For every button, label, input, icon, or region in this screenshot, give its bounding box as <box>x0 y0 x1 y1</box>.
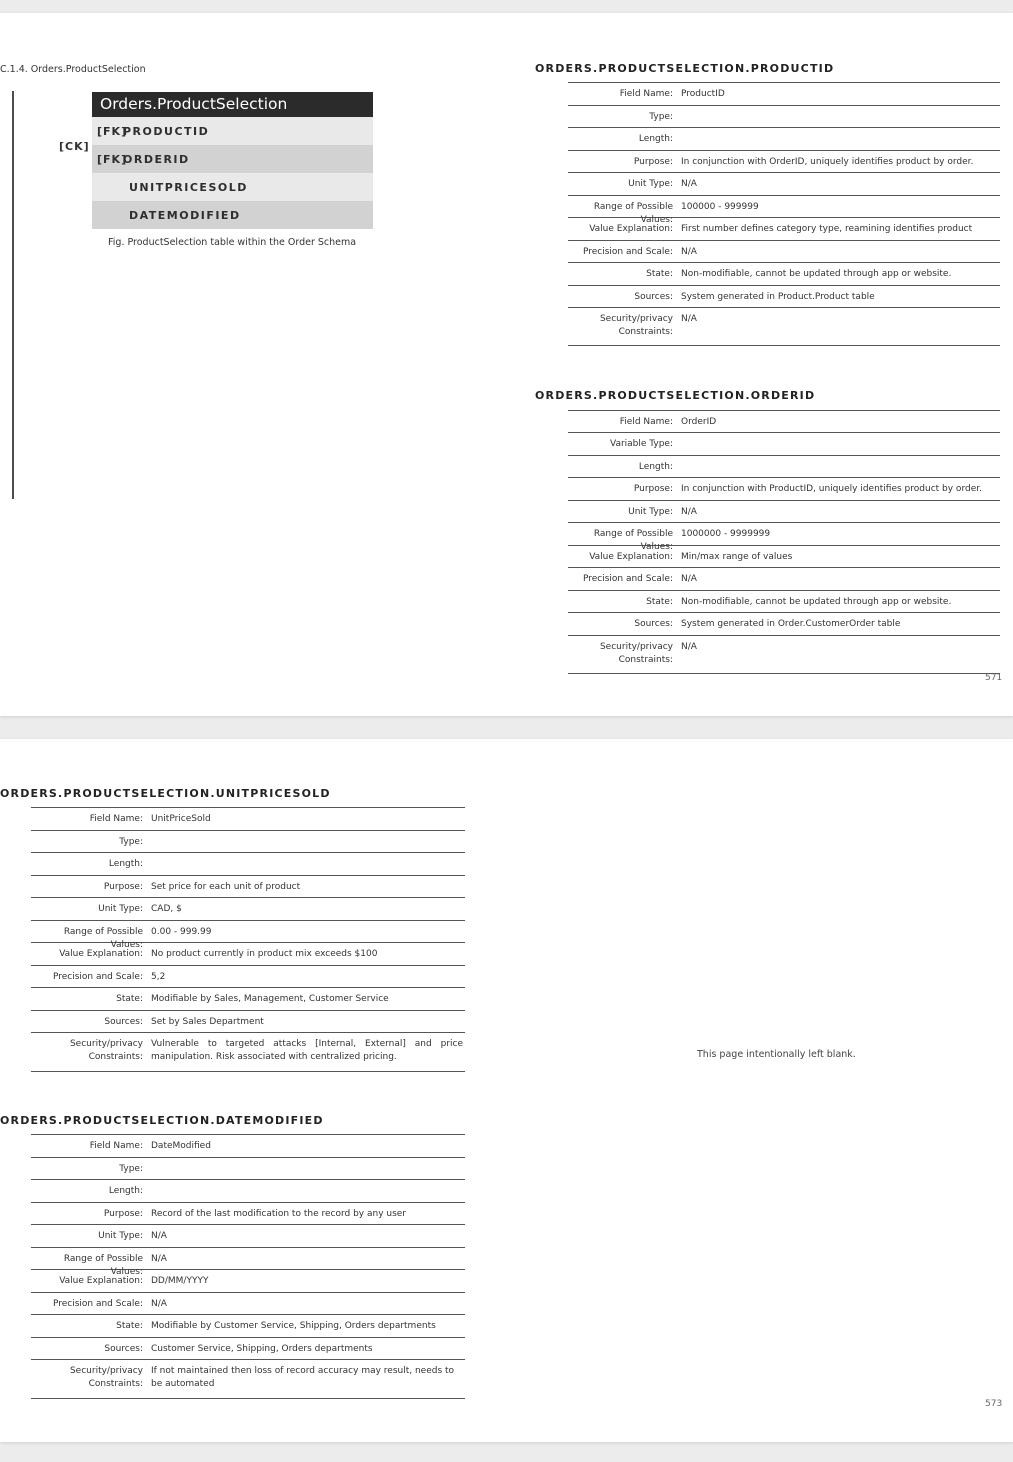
field-label-text: State: <box>116 994 143 1004</box>
field-label-text: Field Name: <box>89 814 143 824</box>
field-row <box>31 852 465 875</box>
field-label <box>568 133 681 150</box>
field-label <box>568 111 681 127</box>
field-row <box>568 240 1000 262</box>
field-label <box>31 1365 151 1398</box>
field-block-unitpricesold <box>0 786 331 802</box>
field-value <box>681 438 1000 455</box>
field-label <box>568 291 681 307</box>
field-label-text: Unit Type: <box>628 507 673 517</box>
foreign-key-tag: [FK] <box>97 152 128 166</box>
field-value <box>681 111 1000 127</box>
field-label-text: Sources: <box>104 1017 143 1027</box>
field-label <box>31 813 151 830</box>
field-label-text: Type: <box>649 112 673 122</box>
field-table-unitpricesold <box>31 807 465 1072</box>
field-row <box>31 1032 465 1072</box>
field-label <box>31 1343 151 1359</box>
field-label-text: Type: <box>119 1164 143 1174</box>
field-label <box>568 178 681 195</box>
field-label-text: Security/privacy <box>599 314 673 324</box>
field-label-text: Type: <box>119 837 143 847</box>
field-row <box>31 1292 465 1314</box>
field-label <box>31 903 151 920</box>
field-label <box>31 1298 151 1314</box>
field-label <box>568 528 681 552</box>
field-value: Min/max range of values <box>681 552 793 562</box>
field-label-text: Value Explanation: <box>589 552 673 562</box>
blank-page-note: This page intentionally left blank. <box>697 1049 856 1060</box>
field-label <box>568 313 681 345</box>
field-label <box>568 438 681 455</box>
field-heading: ORDERS.PRODUCTSELECTION.DATEMODIFIED <box>0 1114 324 1127</box>
schema-field-name: PRODUCTID <box>123 124 210 138</box>
field-row <box>568 590 1000 612</box>
field-row <box>568 195 1000 225</box>
field-value: ProductID <box>681 89 725 99</box>
field-value: N/A <box>151 1231 167 1241</box>
field-row <box>568 82 1000 105</box>
field-label-text: Constraints: <box>88 1052 143 1062</box>
field-value: System generated in Order.CustomerOrder table <box>681 619 901 629</box>
field-value: CAD, $ <box>151 904 182 914</box>
field-label <box>31 1038 151 1071</box>
field-value: If not maintained then loss of record accuracy may result, needs to be automated <box>151 1366 455 1389</box>
field-label <box>568 551 681 567</box>
field-label-text: Value Explanation: <box>589 224 673 234</box>
field-label-text: Field Name: <box>619 417 673 427</box>
composite-key-label: [CK] <box>59 140 90 153</box>
field-label <box>31 1140 151 1157</box>
field-label <box>568 416 681 432</box>
field-row <box>568 567 1000 590</box>
field-row <box>31 807 465 830</box>
field-table-datemodified <box>31 1134 465 1399</box>
field-label-text: Range of Possible Values: <box>63 927 143 950</box>
field-label-text: Range of Possible Values: <box>63 1254 143 1277</box>
field-label <box>568 268 681 285</box>
field-label-text: Value Explanation: <box>59 1276 143 1286</box>
field-value: 100000 - 999999 <box>681 202 759 212</box>
field-label-text: Unit Type: <box>628 179 673 189</box>
field-label-text: Field Name: <box>89 1141 143 1151</box>
field-table-productid <box>568 82 1000 346</box>
field-label <box>568 201 681 225</box>
field-row <box>568 262 1000 285</box>
field-label <box>31 858 151 875</box>
field-row <box>568 522 1000 552</box>
field-value: N/A <box>681 314 697 324</box>
field-row <box>31 1314 465 1337</box>
field-value: Set price for each unit of product <box>151 882 301 892</box>
field-label <box>31 971 151 987</box>
field-row <box>568 285 1000 307</box>
field-label-text: Sources: <box>634 292 673 302</box>
field-label-text: Sources: <box>104 1344 143 1354</box>
field-label <box>568 156 681 172</box>
section-id: C.1.4. Orders.ProductSelection <box>0 64 146 75</box>
page-number: 571 <box>985 673 1003 683</box>
field-label <box>568 573 681 590</box>
field-label-text: Length: <box>108 859 143 869</box>
field-label-text: Security/privacy <box>69 1039 143 1049</box>
field-label-text: State: <box>646 597 673 607</box>
field-label <box>31 1208 151 1224</box>
field-row <box>31 965 465 987</box>
field-label-text: Constraints: <box>618 655 673 665</box>
field-row <box>31 1224 465 1247</box>
field-label <box>31 881 151 897</box>
diagram-caption: Fig. ProductSelection table within the Order Schema <box>108 237 357 248</box>
field-value: System generated in Product.Product table <box>681 292 875 302</box>
field-row <box>31 1157 465 1179</box>
field-label-text: Unit Type: <box>98 1231 143 1241</box>
field-label-text: Sources: <box>634 619 673 629</box>
field-row <box>568 105 1000 127</box>
field-value <box>151 1163 465 1179</box>
field-label-text: Purpose: <box>633 484 673 494</box>
field-label <box>568 223 681 240</box>
field-value: DateModified <box>151 1141 211 1151</box>
field-label <box>568 618 681 635</box>
field-label-text: State: <box>646 269 673 279</box>
field-label-text: Precision and Scale: <box>582 247 673 257</box>
field-value: N/A <box>681 574 697 584</box>
field-row <box>31 1179 465 1202</box>
field-value <box>681 133 1000 150</box>
field-value: 5,2 <box>151 972 166 982</box>
field-label <box>31 1016 151 1032</box>
field-value: Customer Service, Shipping, Orders departments <box>151 1344 373 1354</box>
schema-field-name: UNITPRICESOLD <box>129 180 248 194</box>
schema-row-productid <box>92 117 373 145</box>
field-label <box>568 88 681 105</box>
field-label-text: Precision and Scale: <box>52 1299 143 1309</box>
field-label-text: Constraints: <box>88 1379 143 1389</box>
field-table-orderid <box>568 410 1000 674</box>
field-row <box>568 477 1000 500</box>
field-row <box>31 1337 465 1359</box>
field-label-text: Length: <box>108 1186 143 1196</box>
field-value: N/A <box>151 1254 167 1264</box>
field-value: Record of the last modification to the record by any user <box>151 1209 407 1219</box>
field-label <box>568 596 681 612</box>
field-label <box>31 1320 151 1337</box>
field-row <box>568 455 1000 477</box>
field-row <box>568 410 1000 432</box>
field-value: 1000000 - 9999999 <box>681 529 771 539</box>
field-label <box>568 461 681 477</box>
field-label-text: State: <box>116 1321 143 1331</box>
field-heading: ORDERS.PRODUCTSELECTION.UNITPRICESOLD <box>0 787 331 800</box>
field-value: No product currently in product mix exceeds $100 <box>151 949 378 959</box>
field-label-text: Range of Possible Values: <box>593 202 673 225</box>
field-value: 0.00 - 999.99 <box>151 927 212 937</box>
field-value: Non-modifiable, cannot be updated through app or website. <box>681 269 952 279</box>
field-label <box>568 506 681 522</box>
field-value: N/A <box>681 247 697 257</box>
field-row <box>31 897 465 920</box>
field-value: N/A <box>681 179 697 189</box>
field-value: Modifiable by Customer Service, Shipping, Orders departments <box>151 1321 436 1331</box>
document-page-571 <box>0 13 1013 716</box>
field-value: In conjunction with OrderID, uniquely identifies product by order. <box>681 157 974 167</box>
field-label-text: Security/privacy <box>599 642 673 652</box>
field-value: OrderID <box>681 417 717 427</box>
field-label-text: Security/privacy <box>69 1366 143 1376</box>
field-row <box>31 875 465 897</box>
field-value <box>151 858 465 875</box>
field-row <box>31 830 465 852</box>
document-page-573 <box>0 739 1013 1442</box>
field-row <box>568 612 1000 635</box>
field-value: First number defines category type, reamining identifies product <box>681 224 973 234</box>
field-heading: ORDERS.PRODUCTSELECTION.PRODUCTID <box>535 62 835 75</box>
field-label <box>31 948 151 965</box>
field-value: N/A <box>681 507 697 517</box>
field-label-text: Unit Type: <box>98 904 143 914</box>
foreign-key-tag: [FK] <box>97 124 128 138</box>
field-row <box>31 1247 465 1277</box>
field-label <box>31 1185 151 1202</box>
field-label <box>31 1275 151 1292</box>
field-value: Vulnerable to targeted attacks [Internal, External] and price manipulation. Risk associated with centralized pricing. <box>151 1039 463 1062</box>
schema-diagram <box>92 92 373 229</box>
field-value <box>151 1185 465 1202</box>
field-label-text: Range of Possible Values: <box>593 529 673 552</box>
field-label <box>31 1163 151 1179</box>
field-label <box>31 993 151 1010</box>
field-row <box>568 150 1000 172</box>
field-label-text: Variable Type: <box>609 439 673 449</box>
field-value: DD/MM/YYYY <box>151 1276 209 1286</box>
field-row <box>31 987 465 1010</box>
page-number: 573 <box>985 1399 1003 1409</box>
field-row <box>31 920 465 950</box>
schema-row-unitpricesold <box>92 173 373 201</box>
field-label-text: Purpose: <box>103 882 143 892</box>
field-label-text: Purpose: <box>103 1209 143 1219</box>
schema-row-datemodified <box>92 201 373 229</box>
field-label-text: Purpose: <box>633 157 673 167</box>
field-value: Modifiable by Sales, Management, Customer Service <box>151 994 389 1004</box>
field-value: N/A <box>151 1299 167 1309</box>
field-row <box>31 1010 465 1032</box>
field-value: In conjunction with ProductID, uniquely identifies product by order. <box>681 484 982 494</box>
field-row <box>31 1202 465 1224</box>
field-label <box>568 483 681 500</box>
field-label-text: Field Name: <box>619 89 673 99</box>
field-label-text: Value Explanation: <box>59 949 143 959</box>
field-block-productid <box>535 61 834 77</box>
section-margin-bar <box>12 91 14 499</box>
field-value: N/A <box>681 642 697 652</box>
field-row <box>568 500 1000 522</box>
field-row <box>31 1134 465 1157</box>
field-row <box>568 432 1000 455</box>
field-block-datemodified <box>0 1113 324 1129</box>
field-label <box>31 1253 151 1277</box>
field-label <box>568 641 681 673</box>
field-value: UnitPriceSold <box>151 814 211 824</box>
field-value <box>681 461 1000 477</box>
field-block-orderid <box>535 388 815 404</box>
field-label-text: Precision and Scale: <box>582 574 673 584</box>
field-row <box>568 127 1000 150</box>
field-heading: ORDERS.PRODUCTSELECTION.ORDERID <box>535 389 816 402</box>
field-label <box>31 926 151 950</box>
field-value <box>151 836 465 852</box>
schema-field-name: DATEMODIFIED <box>129 208 241 222</box>
field-value: Non-modifiable, cannot be updated through app or website. <box>681 597 952 607</box>
field-row <box>568 172 1000 195</box>
schema-field-name: ORDERID <box>123 152 190 166</box>
field-row <box>568 307 1000 346</box>
field-label-text: Length: <box>638 134 673 144</box>
field-label-text: Length: <box>638 462 673 472</box>
field-label-text: Precision and Scale: <box>52 972 143 982</box>
field-value: Set by Sales Department <box>151 1017 264 1027</box>
field-label <box>568 246 681 262</box>
schema-diagram-title: Orders.ProductSelection <box>92 92 373 117</box>
field-row <box>31 1359 465 1399</box>
schema-row-orderid <box>92 145 373 173</box>
field-row <box>568 635 1000 674</box>
field-label <box>31 836 151 852</box>
field-label <box>31 1230 151 1247</box>
field-label-text: Constraints: <box>618 327 673 337</box>
